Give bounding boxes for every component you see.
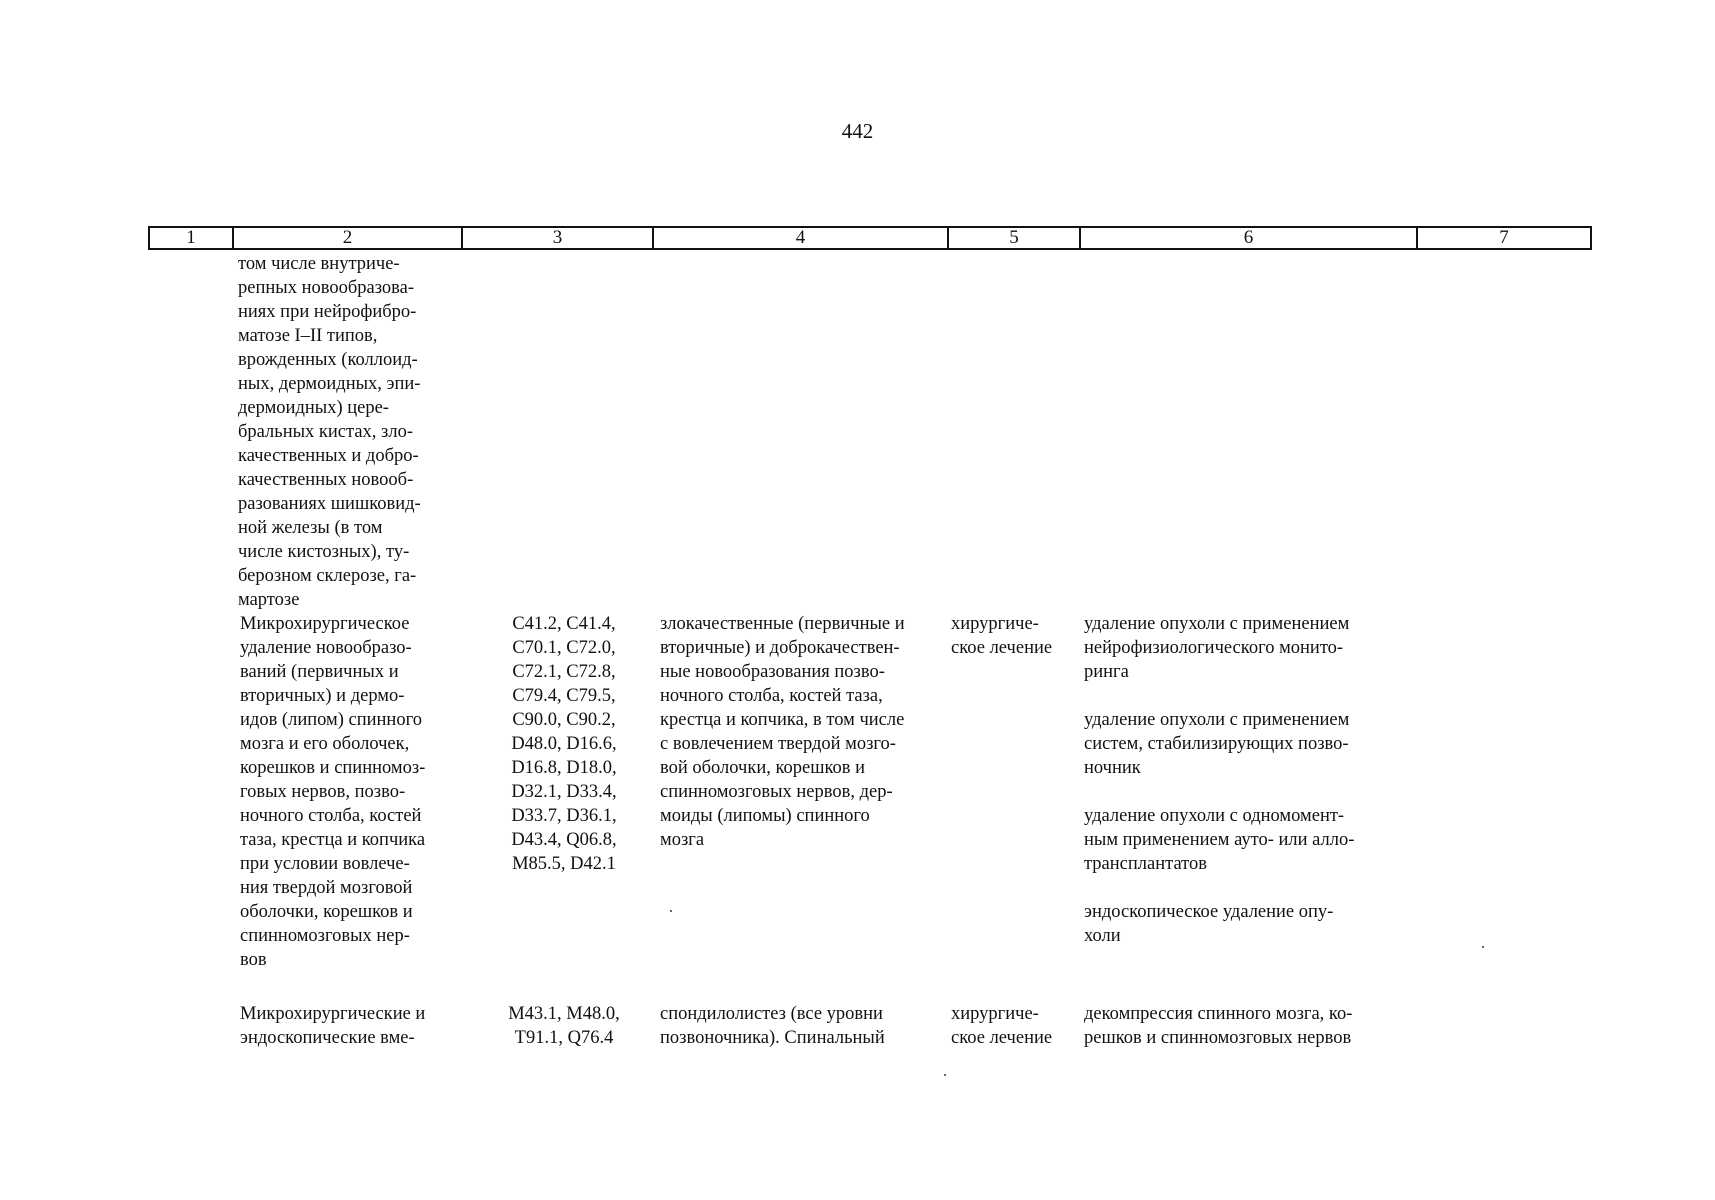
column-number-4: 4 (654, 228, 949, 248)
row1-method-3: удаление опухоли с одномомент- ным применением ауто- или алло- трансплантатов (1084, 806, 1355, 874)
column-number-2: 2 (234, 228, 463, 248)
page-number: 442 (841, 119, 874, 143)
continuation-text: том числе внутриче- репных новообразова- ниях при нейрофибро- матозе I–II типов, врожденных (коллоид- ных, дермоидных, эпи- дермоидных) цере- бральных кистах, зло- качественных и добро- качественных новооб- разованиях шишковид- ной железы (в том числе кистозных), ту- берозном склерозе, га- мартозе (238, 254, 421, 610)
row1-method-4: эндоскопическое удаление опу- холи (1084, 902, 1334, 946)
column-number-5: 5 (949, 228, 1081, 248)
column-number-7: 7 (1499, 227, 1509, 248)
column-number-1: 1 (150, 228, 234, 248)
row1-diagnosis: злокачественные (первичные и вторичные) и доброкачествен- ные новообразования позво- ночного столба, костей таза, крестца и копчика, в том числе с вовлечением твердой мозго- вой оболочки, корешков и спинномозговых нервов, дер- моиды (липомы) спинного мозга (660, 614, 905, 850)
row2-procedure-name: Микрохирургические и эндоскопические вме- (240, 1004, 426, 1048)
row1-procedure-name: Микрохирургическое удаление новообразо- ваний (первичных и вторичных) и дермо- идов (липом) спинного мозга и его оболочек, корешков и спинномоз- говых нервов, позво- ночного столба, костей таза, крестца и копчика при условии вовлече- ния твердой мозговой оболочки, корешков и спинномозговых нер- вов (240, 614, 426, 970)
row2-method-1: декомпрессия спинного мозга, ко- решков и спинномозговых нервов (1084, 1004, 1353, 1048)
row2-treatment-type: хирургиче- ское лечение (951, 1004, 1053, 1048)
row2-diagnosis: спондилолистез (все уровни позвоночника). Спинальный (660, 1004, 885, 1048)
scan-speck (670, 910, 672, 912)
column-number-6: 6 (1081, 228, 1418, 248)
column-number-3: 3 (463, 228, 654, 248)
row1-method-2: удаление опухоли с применением систем, стабилизирующих позво- ночник (1084, 710, 1350, 778)
row1-treatment-type: хирургиче- ское лечение (951, 614, 1053, 658)
row1-icd-codes: C41.2, C41.4, C70.1, C72.0, C72.1, C72.8, C79.4, C79.5, C90.0, C90.2, D48.0, D16.6, D16.8, D18.0, D32.1, D33.4, D33.7, D36.1, D43.4, Q06.8, M85.5, D42.1 (511, 614, 617, 874)
scan-speck (944, 1074, 946, 1076)
row2-icd-codes: M43.1, M48.0, T91.1, Q76.4 (508, 1004, 620, 1048)
row1-method-1: удаление опухоли с применением нейрофизиологического монито- ринга (1084, 614, 1350, 682)
scan-speck (1482, 946, 1484, 948)
table-header-row (148, 226, 1592, 250)
